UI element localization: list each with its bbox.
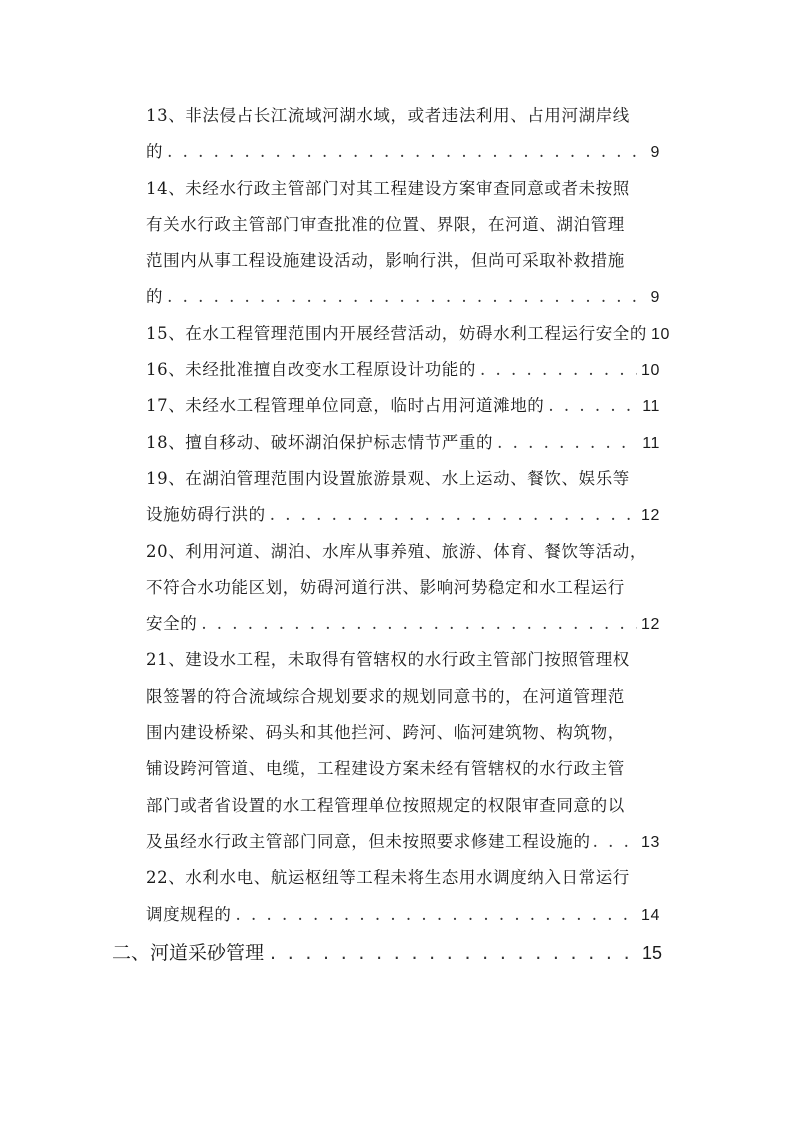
toc-entry-last-line <box>146 425 660 461</box>
toc-entry-last-line <box>146 897 660 933</box>
toc-section-line <box>112 935 662 971</box>
dot-leader <box>270 497 637 533</box>
page-number: 9 <box>650 144 660 162</box>
dot-leader <box>201 606 637 642</box>
page-number: 10 <box>651 325 670 343</box>
page-number: 12 <box>641 507 660 525</box>
page-number: 12 <box>641 616 660 634</box>
toc-entry-line: 部门或者省设置的水工程管理单位按照规定的权限审查同意的以 <box>146 795 625 815</box>
toc-section-heading[interactable] <box>112 935 662 971</box>
page-number: 10 <box>641 362 660 380</box>
dot-leader <box>167 279 646 315</box>
toc-entry-19[interactable] <box>146 461 660 534</box>
toc-entry-text: 16、未经批准擅自改变水工程原设计功能的 <box>146 360 476 380</box>
toc-entry-line: 铺设跨河管道、电缆，工程建设方案未经有管辖权的水行政主管 <box>146 759 625 779</box>
toc-entry-last-line <box>146 824 660 860</box>
toc-entry-last-line <box>146 316 670 352</box>
dot-leader <box>497 425 638 461</box>
page-number: 13 <box>641 833 660 851</box>
toc-entry-line: 不符合水功能区划，妨碍河道行洪、影响河势稳定和水工程运行 <box>146 577 625 597</box>
table-of-contents <box>0 98 793 971</box>
toc-entry-text: 17、未经水工程管理单位同意，临时占用河道滩地的 <box>146 396 545 416</box>
toc-entry-22[interactable] <box>146 860 660 933</box>
toc-entry-13[interactable] <box>146 98 660 171</box>
dot-leader <box>236 897 638 933</box>
toc-entry-15[interactable] <box>146 316 670 352</box>
page-number: 15 <box>641 942 662 963</box>
toc-entry-line: 围内建设桥梁、码头和其他拦河、跨河、临河建筑物、构筑物， <box>146 723 625 743</box>
toc-entry-line: 13、非法侵占长江流域河湖水域，或者违法利用、占用河湖岸线 <box>146 106 630 125</box>
toc-entry-text: 及虽经水行政主管部门同意，但未按照要求修建工程设施的 <box>146 831 591 851</box>
page-number: 14 <box>641 906 660 924</box>
toc-entry-line: 范围内从事工程设施建设活动，影响行洪，但尚可采取补救措施 <box>146 251 625 271</box>
section-title: 二、河道采砂管理 <box>112 941 265 964</box>
toc-entry-text: 安全的 <box>146 614 198 634</box>
dot-leader <box>548 388 638 424</box>
toc-entry-line: 有关水行政主管部门审查批准的位置、界限，在河道、湖泊管理 <box>146 214 625 234</box>
toc-entry-line: 限签署的符合流域综合规划要求的规划同意书的，在河道管理范 <box>146 686 625 706</box>
toc-entry-text: 18、擅自移动、破坏湖泊保护标志情节严重的 <box>146 432 494 452</box>
toc-entry-21[interactable] <box>146 642 660 860</box>
dot-leader <box>167 134 646 170</box>
toc-entry-last-line <box>146 352 660 388</box>
page-number: 11 <box>642 434 660 452</box>
toc-entry-20[interactable] <box>146 534 660 643</box>
toc-entry-text: 的 <box>146 142 164 162</box>
toc-entry-line: 21、建设水工程，未取得有管辖权的水行政主管部门按照管理权 <box>146 650 630 670</box>
toc-entry-18[interactable] <box>146 425 660 461</box>
toc-entry-last-line <box>146 606 660 642</box>
toc-entry-line: 22、水利水电、航运枢纽等工程未将生态用水调度纳入日常运行 <box>146 868 630 888</box>
toc-entry-16[interactable] <box>146 352 660 388</box>
toc-entry-last-line <box>146 279 660 315</box>
page-number: 9 <box>650 289 660 307</box>
toc-entry-last-line <box>146 388 660 424</box>
toc-entry-text: 调度规程的 <box>146 904 232 924</box>
dot-leader <box>270 935 638 971</box>
toc-entry-line: 20、利用河道、湖泊、水库从事养殖、旅游、体育、餐饮等活动， <box>146 541 647 561</box>
page-number: 11 <box>642 398 660 416</box>
toc-entry-text: 设施妨碍行洪的 <box>146 505 266 525</box>
toc-entry-last-line <box>146 497 660 533</box>
toc-entry-line: 19、在湖泊管理范围内设置旅游景观、水上运动、餐饮、娱乐等 <box>146 468 630 488</box>
dot-leader <box>593 824 639 860</box>
toc-entry-text: 15、在水工程管理范围内开展经营活动，妨碍水利工程运行安全的 <box>146 323 647 343</box>
toc-entry-last-line <box>146 134 660 170</box>
toc-entry-17[interactable] <box>146 388 660 424</box>
toc-entry-14[interactable] <box>146 171 660 316</box>
toc-entry-line: 14、未经水行政主管部门对其工程建设方案审查同意或者未按照 <box>146 178 630 198</box>
dot-leader <box>480 352 637 388</box>
toc-entry-text: 的 <box>146 287 164 307</box>
